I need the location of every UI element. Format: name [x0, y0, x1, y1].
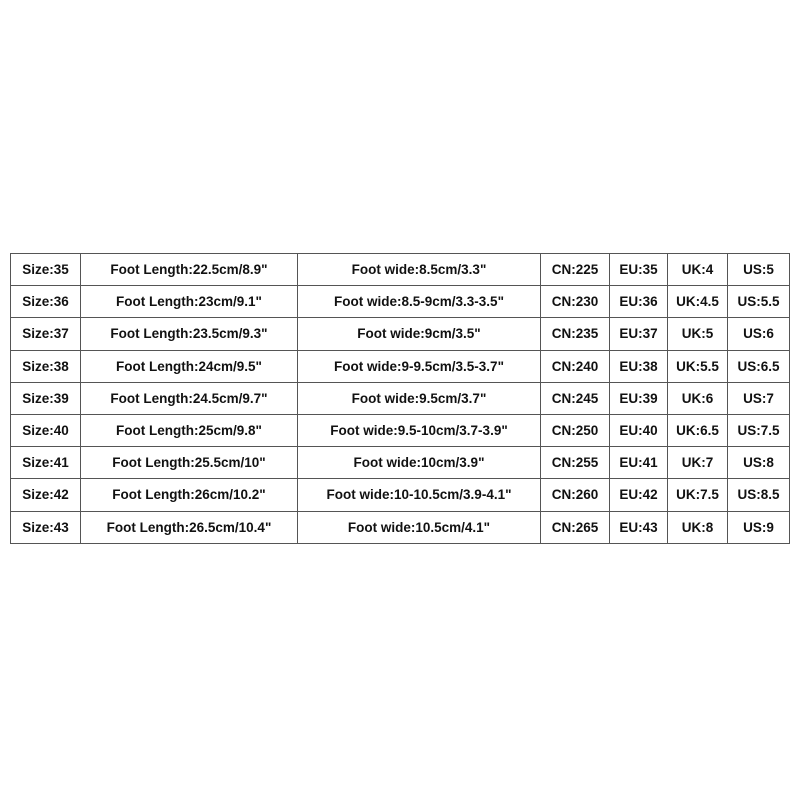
us-size-cell: US:8 — [728, 447, 790, 479]
size-cell: Size:36 — [11, 286, 81, 318]
uk-size-cell: UK:6 — [668, 382, 728, 414]
foot-length-cell: Foot Length:25.5cm/10" — [81, 447, 298, 479]
cn-size-cell: CN:250 — [541, 414, 610, 446]
eu-size-cell: EU:39 — [610, 382, 668, 414]
cn-size-cell: CN:260 — [541, 479, 610, 511]
table-row — [11, 286, 790, 318]
cn-size-cell: CN:240 — [541, 350, 610, 382]
us-size-cell: US:7.5 — [728, 414, 790, 446]
eu-size-cell: EU:35 — [610, 254, 668, 286]
foot-wide-cell: Foot wide:9cm/3.5" — [298, 318, 541, 350]
foot-wide-cell: Foot wide:8.5-9cm/3.3-3.5" — [298, 286, 541, 318]
us-size-cell: US:5 — [728, 254, 790, 286]
size-cell: Size:37 — [11, 318, 81, 350]
size-cell: Size:40 — [11, 414, 81, 446]
size-cell: Size:43 — [11, 511, 81, 543]
size-cell: Size:39 — [11, 382, 81, 414]
eu-size-cell: EU:43 — [610, 511, 668, 543]
us-size-cell: US:8.5 — [728, 479, 790, 511]
size-cell: Size:35 — [11, 254, 81, 286]
foot-length-cell: Foot Length:26cm/10.2" — [81, 479, 298, 511]
table-row — [11, 414, 790, 446]
size-cell: Size:38 — [11, 350, 81, 382]
uk-size-cell: UK:4.5 — [668, 286, 728, 318]
foot-length-cell: Foot Length:22.5cm/8.9" — [81, 254, 298, 286]
foot-length-cell: Foot Length:26.5cm/10.4" — [81, 511, 298, 543]
table-row — [11, 254, 790, 286]
eu-size-cell: EU:38 — [610, 350, 668, 382]
table-row — [11, 350, 790, 382]
eu-size-cell: EU:40 — [610, 414, 668, 446]
cn-size-cell: CN:265 — [541, 511, 610, 543]
size-chart-table — [10, 253, 790, 544]
foot-length-cell: Foot Length:25cm/9.8" — [81, 414, 298, 446]
cn-size-cell: CN:230 — [541, 286, 610, 318]
uk-size-cell: UK:6.5 — [668, 414, 728, 446]
eu-size-cell: EU:42 — [610, 479, 668, 511]
us-size-cell: US:7 — [728, 382, 790, 414]
us-size-cell: US:9 — [728, 511, 790, 543]
foot-wide-cell: Foot wide:10cm/3.9" — [298, 447, 541, 479]
uk-size-cell: UK:7.5 — [668, 479, 728, 511]
table-row — [11, 382, 790, 414]
size-cell: Size:42 — [11, 479, 81, 511]
us-size-cell: US:6 — [728, 318, 790, 350]
foot-wide-cell: Foot wide:8.5cm/3.3" — [298, 254, 541, 286]
eu-size-cell: EU:36 — [610, 286, 668, 318]
uk-size-cell: UK:5 — [668, 318, 728, 350]
foot-length-cell: Foot Length:23cm/9.1" — [81, 286, 298, 318]
eu-size-cell: EU:41 — [610, 447, 668, 479]
foot-wide-cell: Foot wide:10.5cm/4.1" — [298, 511, 541, 543]
eu-size-cell: EU:37 — [610, 318, 668, 350]
uk-size-cell: UK:4 — [668, 254, 728, 286]
table-row — [11, 479, 790, 511]
foot-wide-cell: Foot wide:9-9.5cm/3.5-3.7" — [298, 350, 541, 382]
cn-size-cell: CN:225 — [541, 254, 610, 286]
cn-size-cell: CN:255 — [541, 447, 610, 479]
foot-wide-cell: Foot wide:9.5-10cm/3.7-3.9" — [298, 414, 541, 446]
table-row — [11, 511, 790, 543]
uk-size-cell: UK:5.5 — [668, 350, 728, 382]
uk-size-cell: UK:7 — [668, 447, 728, 479]
table-row — [11, 447, 790, 479]
foot-length-cell: Foot Length:23.5cm/9.3" — [81, 318, 298, 350]
foot-wide-cell: Foot wide:10-10.5cm/3.9-4.1" — [298, 479, 541, 511]
foot-length-cell: Foot Length:24.5cm/9.7" — [81, 382, 298, 414]
us-size-cell: US:6.5 — [728, 350, 790, 382]
us-size-cell: US:5.5 — [728, 286, 790, 318]
uk-size-cell: UK:8 — [668, 511, 728, 543]
foot-length-cell: Foot Length:24cm/9.5" — [81, 350, 298, 382]
cn-size-cell: CN:245 — [541, 382, 610, 414]
cn-size-cell: CN:235 — [541, 318, 610, 350]
table-row — [11, 318, 790, 350]
size-cell: Size:41 — [11, 447, 81, 479]
foot-wide-cell: Foot wide:9.5cm/3.7" — [298, 382, 541, 414]
